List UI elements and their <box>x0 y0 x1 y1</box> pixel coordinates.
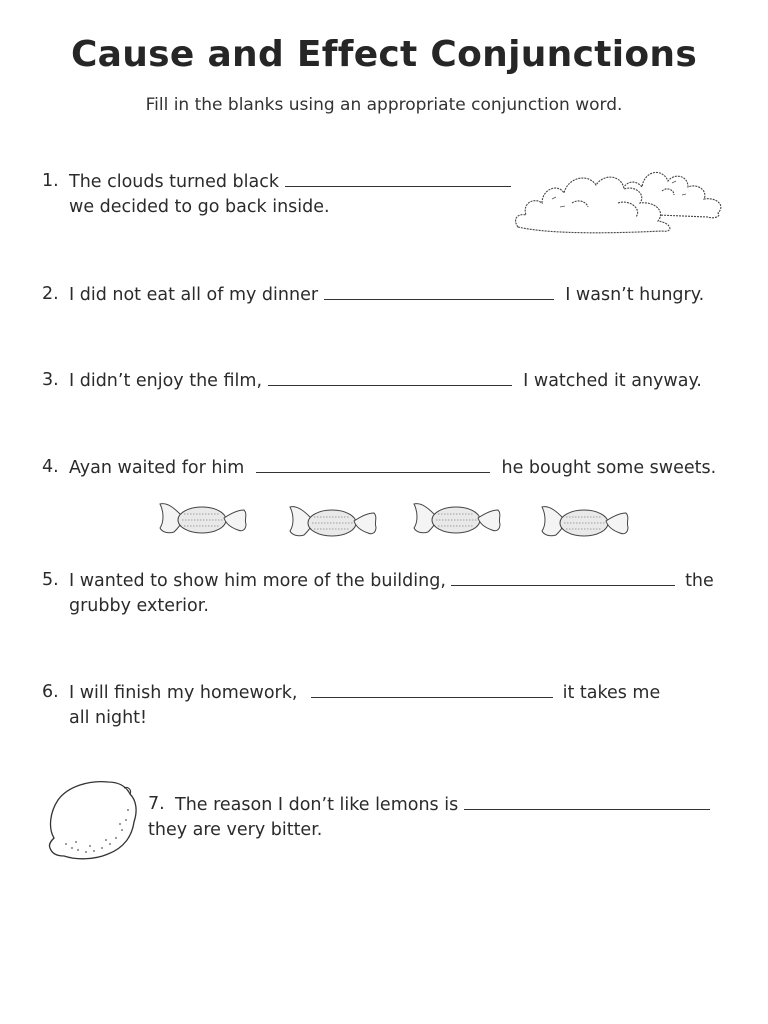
question-1 <box>42 168 522 224</box>
question-5 <box>42 567 732 623</box>
question-continuation: we decided to go back inside. <box>69 197 330 217</box>
answer-blank-7[interactable] <box>464 791 710 810</box>
lemon-illustration <box>46 778 140 862</box>
question-text: The clouds turned black <box>69 172 279 192</box>
question-3 <box>42 367 732 397</box>
question-4 <box>42 454 732 484</box>
question-text: Ayan waited for him <box>69 458 245 478</box>
sweets-illustration <box>158 496 632 542</box>
question-number: 6. <box>42 682 59 702</box>
answer-blank-2[interactable] <box>324 281 554 300</box>
question-2 <box>42 281 732 311</box>
question-number: 1. <box>42 171 59 191</box>
question-continuation: grubby exterior. <box>69 596 209 616</box>
question-text: I will finish my homework, <box>69 683 298 703</box>
question-text: The reason I don’t like lemons is <box>175 795 459 815</box>
worksheet-title: Cause and Effect Conjunctions <box>70 34 698 75</box>
question-text-after: I watched it anyway. <box>523 371 702 391</box>
question-continuation: all night! <box>69 708 148 728</box>
question-number: 5. <box>42 570 59 590</box>
answer-blank-4[interactable] <box>256 454 490 473</box>
question-text-after: it takes me <box>562 683 661 703</box>
question-number: 4. <box>42 457 59 477</box>
instructions: Fill in the blanks using an appropriate conjunction word. <box>145 95 623 115</box>
question-text: I didn’t enjoy the film, <box>69 371 263 391</box>
answer-blank-3[interactable] <box>268 367 512 386</box>
question-number: 7. <box>148 794 165 814</box>
question-text: I wanted to show him more of the building, <box>69 571 446 591</box>
question-number: 3. <box>42 370 59 390</box>
question-text-after: the <box>685 571 714 591</box>
question-text-after: he bought some sweets. <box>501 458 717 478</box>
answer-blank-6[interactable] <box>311 679 553 698</box>
question-7 <box>148 791 738 847</box>
question-text: I did not eat all of my dinner <box>69 285 319 305</box>
question-6 <box>42 679 732 735</box>
question-text-after: I wasn’t hungry. <box>565 285 705 305</box>
answer-blank-1[interactable] <box>285 168 511 187</box>
question-number: 2. <box>42 284 59 304</box>
answer-blank-5[interactable] <box>451 567 675 586</box>
question-continuation: they are very bitter. <box>148 820 323 840</box>
clouds-illustration <box>512 143 734 235</box>
